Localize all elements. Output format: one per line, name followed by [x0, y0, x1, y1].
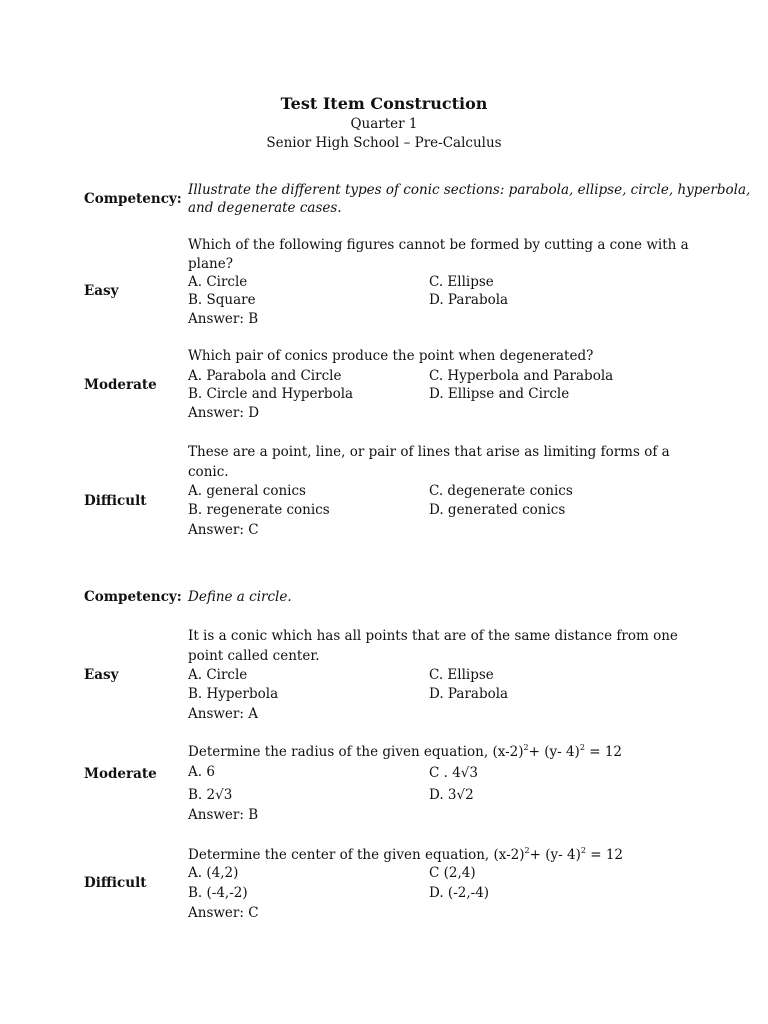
- level-label-easy-2: Easy: [84, 667, 119, 683]
- level-label-moderate-2: Moderate: [84, 766, 157, 782]
- equation-text: Determine the radius of the given equation, (x-2): [188, 744, 524, 760]
- option-b: B. 2√3: [188, 787, 233, 803]
- option-c: C. Hyperbola and Parabola: [429, 368, 614, 384]
- option-a: A. Circle: [188, 667, 248, 683]
- exponent: 2: [579, 743, 585, 752]
- level-label-difficult-2: Difficult: [84, 875, 147, 891]
- option-b: B. Hyperbola: [188, 686, 279, 702]
- option-c: C. Ellipse: [429, 667, 494, 683]
- question-easy-2-line1: It is a conic which has all points that are of the same distance from one: [188, 628, 678, 644]
- option-b: B. regenerate conics: [188, 502, 330, 518]
- question-easy-2-line2: point called center.: [188, 648, 320, 664]
- question-difficult-1-line1: These are a point, line, or pair of lines that arise as limiting forms of a: [188, 444, 670, 460]
- option-d: D. (-2,-4): [429, 885, 490, 901]
- option-d: D. Ellipse and Circle: [429, 386, 570, 402]
- equation-text: = 12: [585, 847, 624, 863]
- option-b: B. Circle and Hyperbola: [188, 386, 354, 402]
- answer-easy-2: Answer: A: [188, 706, 258, 722]
- question-easy-1-line1: Which of the following figures cannot be formed by cutting a cone with a: [188, 237, 689, 253]
- level-label-difficult-1: Difficult: [84, 493, 147, 509]
- answer-difficult-2: Answer: C: [188, 905, 259, 921]
- option-a: A. Parabola and Circle: [188, 368, 342, 384]
- answer-easy-1: Answer: B: [188, 311, 259, 327]
- competency-label-1: Competency:: [84, 191, 182, 207]
- option-a: A. (4,2): [188, 865, 239, 881]
- equation-text: = 12: [584, 744, 622, 760]
- document-title: Test Item Construction: [280, 94, 488, 113]
- option-b: B. (-4,-2): [188, 885, 248, 901]
- answer-difficult-1: Answer: C: [188, 522, 259, 538]
- competency-text-1-line1: Illustrate the different types of conic sections: parabola, ellipse, circle, hyperbola,: [188, 182, 751, 198]
- equation-text: + (y- 4): [529, 847, 581, 863]
- option-c: C . 4√3: [429, 765, 478, 781]
- level-label-moderate-1: Moderate: [84, 377, 157, 393]
- exponent: 2: [524, 846, 530, 855]
- question-easy-1-line2: plane?: [188, 256, 233, 272]
- option-d: D. generated conics: [429, 502, 566, 518]
- equation-text: Determine the center of the given equation, (x-2): [188, 847, 525, 863]
- competency-text-2: Define a circle.: [188, 589, 292, 605]
- option-c: C. Ellipse: [429, 274, 494, 290]
- option-c: C (2,4): [429, 865, 476, 881]
- option-d: D. Parabola: [429, 292, 509, 308]
- answer-moderate-2: Answer: B: [188, 807, 259, 823]
- option-a: A. Circle: [188, 274, 248, 290]
- question-moderate-1: Which pair of conics produce the point when degenerated?: [188, 348, 594, 364]
- level-label-easy-1: Easy: [84, 283, 119, 299]
- question-difficult-1-line2: conic.: [188, 464, 229, 480]
- competency-text-1-line2: and degenerate cases.: [188, 200, 342, 216]
- equation-text: + (y- 4): [528, 744, 580, 760]
- quarter-label: Quarter 1: [350, 116, 418, 132]
- exponent: 2: [523, 743, 529, 752]
- option-d: D. Parabola: [429, 686, 509, 702]
- question-difficult-2: [188, 846, 623, 864]
- option-d: D. 3√2: [429, 787, 474, 803]
- question-moderate-2: [188, 743, 622, 761]
- competency-label-2: Competency:: [84, 589, 182, 605]
- option-b: B. Square: [188, 292, 256, 308]
- option-a: A. 6: [188, 764, 215, 780]
- exponent: 2: [580, 846, 586, 855]
- option-a: A. general conics: [188, 483, 306, 499]
- answer-moderate-1: Answer: D: [188, 405, 260, 421]
- option-c: C. degenerate conics: [429, 483, 573, 499]
- course-label: Senior High School – Pre-Calculus: [266, 135, 502, 151]
